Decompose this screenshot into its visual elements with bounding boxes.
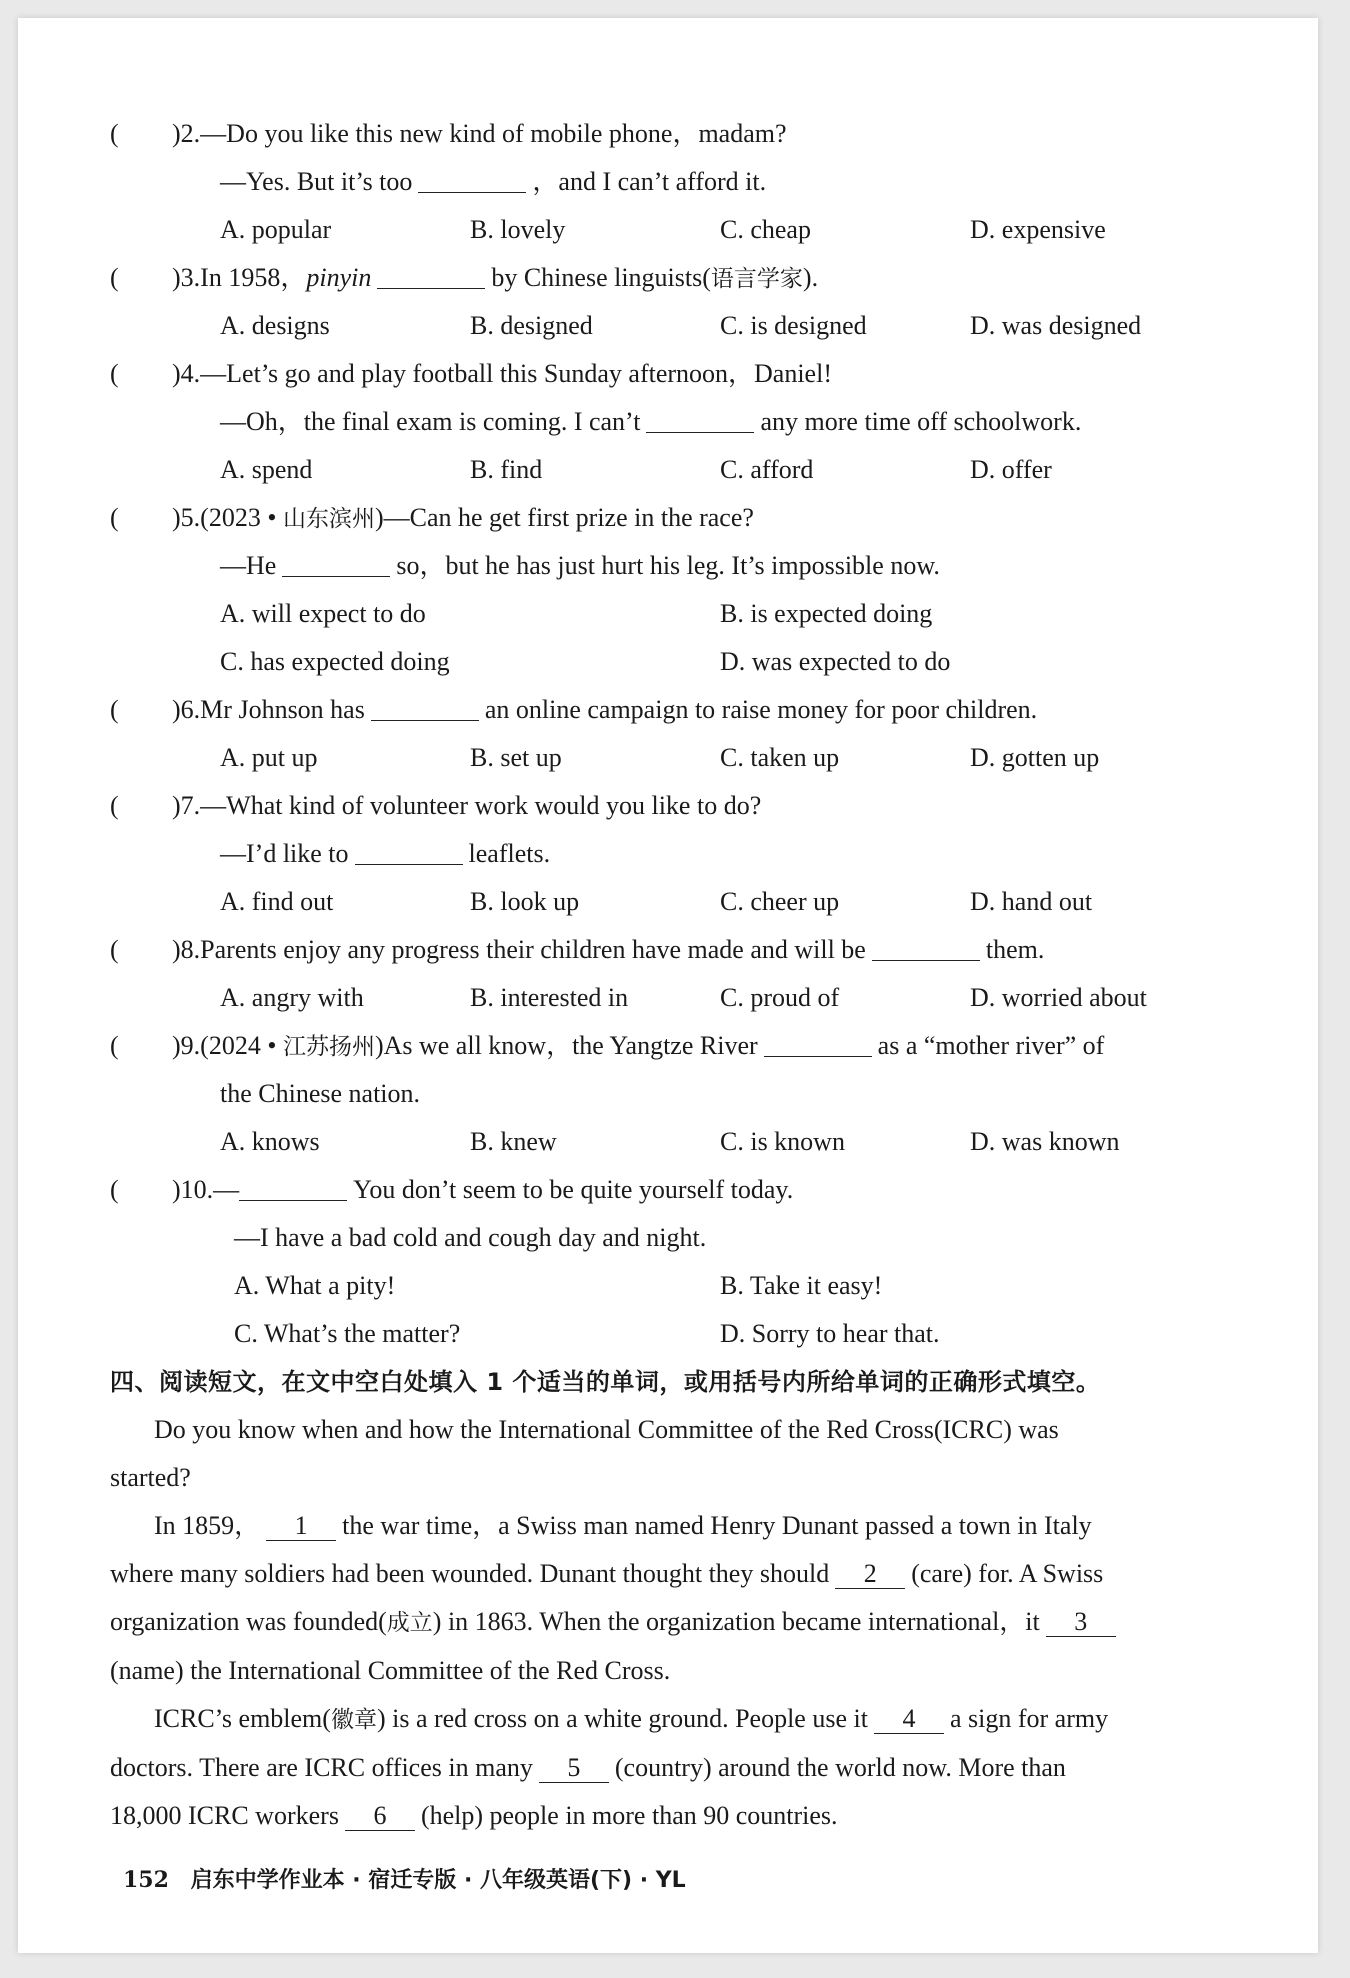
- answer-paren: (: [110, 119, 119, 148]
- answer-blank[interactable]: [377, 264, 485, 289]
- page-number: 152: [123, 1867, 169, 1893]
- question-text: )4.—Let’s go and play football this Sunday afternoon，Daniel!: [172, 359, 832, 388]
- question-text: )9.(2024 • 江苏扬州)As we all know，the Yangtze River as a “mother river” of: [172, 1031, 1105, 1060]
- options-row: [110, 734, 1270, 782]
- page-footer: [123, 1863, 686, 1894]
- options-row: [110, 1118, 1270, 1166]
- option-b[interactable]: B. interested in: [470, 983, 629, 1012]
- option-d[interactable]: D. gotten up: [970, 743, 1100, 772]
- option-b[interactable]: B. designed: [470, 311, 593, 340]
- option-a[interactable]: A. will expect to do: [220, 599, 426, 628]
- passage-paragraph-1: [110, 1406, 1270, 1502]
- option-c[interactable]: C. cheap: [720, 215, 811, 244]
- book-title: 启东中学作业本 · 宿迁专版 · 八年级英语(下) · YL: [190, 1868, 686, 1893]
- option-c[interactable]: C. afford: [720, 455, 814, 484]
- answer-blank[interactable]: [282, 552, 390, 577]
- question-2: [110, 110, 1270, 158]
- question-line: —I’d like to leaflets.: [220, 839, 551, 868]
- option-b[interactable]: B. set up: [470, 743, 562, 772]
- question-line: —He so，but he has just hurt his leg. It’s impossible now.: [220, 551, 940, 580]
- answer-blank[interactable]: [239, 1176, 347, 1201]
- option-c[interactable]: C. proud of: [720, 983, 840, 1012]
- answer-paren: (: [110, 791, 119, 820]
- answer-blank[interactable]: [646, 408, 754, 433]
- blank-6[interactable]: 6: [345, 1802, 415, 1831]
- question-line: —Oh，the final exam is coming. I can’t any more time off schoolwork.: [220, 407, 1082, 436]
- answer-paren: (: [110, 263, 119, 292]
- question-text: )7.—What kind of volunteer work would you like to do?: [172, 791, 762, 820]
- question-7: [110, 782, 1270, 830]
- option-b[interactable]: B. Take it easy!: [720, 1271, 883, 1300]
- question-text: )5.(2023 • 山东滨州)—Can he get first prize in the race?: [172, 503, 754, 532]
- options-row: [110, 974, 1270, 1022]
- option-a[interactable]: A. put up: [220, 743, 318, 772]
- option-b[interactable]: B. look up: [470, 887, 580, 916]
- options-row: [110, 878, 1270, 926]
- option-a[interactable]: A. What a pity!: [234, 1271, 396, 1300]
- question-8: [110, 926, 1270, 974]
- options-row: [110, 638, 1270, 686]
- answer-blank[interactable]: [371, 696, 479, 721]
- source-tag: 江苏扬州: [282, 1034, 375, 1060]
- option-d[interactable]: D. was expected to do: [720, 647, 951, 676]
- answer-blank[interactable]: [355, 840, 463, 865]
- passage-line: Do you know when and how the International Committee of the Red Cross(ICRC) was: [154, 1415, 1059, 1444]
- passage-paragraph-2: [110, 1502, 1270, 1695]
- option-c[interactable]: C. taken up: [720, 743, 840, 772]
- passage-line: 18,000 ICRC workers 6 (help) people in more than 90 countries.: [110, 1801, 838, 1830]
- passage-paragraph-3: [110, 1695, 1270, 1840]
- question-text: )10.— You don’t seem to be quite yourself today.: [172, 1175, 794, 1204]
- options-row: [110, 206, 1270, 254]
- blank-3[interactable]: 3: [1046, 1608, 1116, 1637]
- options-row: [110, 590, 1270, 638]
- option-b[interactable]: B. lovely: [470, 215, 566, 244]
- option-a[interactable]: A. angry with: [220, 983, 364, 1012]
- answer-paren: (: [110, 1175, 119, 1204]
- answer-blank[interactable]: [872, 936, 980, 961]
- question-9: [110, 1022, 1270, 1070]
- options-row: [110, 446, 1270, 494]
- question-number: )2.—Do you like this new kind of mobile phone，madam?: [172, 119, 787, 148]
- option-d[interactable]: D. was known: [970, 1127, 1120, 1156]
- option-a[interactable]: A. find out: [220, 887, 334, 916]
- option-d[interactable]: D. expensive: [970, 215, 1106, 244]
- option-c[interactable]: C. cheer up: [720, 887, 840, 916]
- option-d[interactable]: D. was designed: [970, 311, 1142, 340]
- answer-paren: (: [110, 1031, 119, 1060]
- question-6: [110, 686, 1270, 734]
- question-text: )8.Parents enjoy any progress their children have made and will be them.: [172, 935, 1045, 964]
- option-b[interactable]: B. knew: [470, 1127, 557, 1156]
- passage-line: (name) the International Committee of the Red Cross.: [110, 1656, 671, 1685]
- passage-line: started?: [110, 1463, 191, 1492]
- option-d[interactable]: D. offer: [970, 455, 1052, 484]
- question-4: [110, 350, 1270, 398]
- question-line: —Yes. But it’s too ，and I can’t afford it.: [220, 167, 767, 196]
- options-row: [110, 302, 1270, 350]
- answer-paren: (: [110, 695, 119, 724]
- question-text: )6.Mr Johnson has an online campaign to raise money for poor children.: [172, 695, 1038, 724]
- passage-line: ICRC’s emblem(徽章) is a red cross on a white ground. People use it 4 a sign for army: [154, 1704, 1109, 1733]
- option-c[interactable]: C. has expected doing: [220, 647, 450, 676]
- answer-paren: (: [110, 503, 119, 532]
- passage-line: where many soldiers had been wounded. Dunant thought they should 2 (care) for. A Swiss: [110, 1559, 1104, 1588]
- question-list: [110, 110, 1270, 1840]
- option-a[interactable]: A. spend: [220, 455, 313, 484]
- option-c[interactable]: C. is designed: [720, 311, 867, 340]
- option-d[interactable]: D. worried about: [970, 983, 1147, 1012]
- passage-line: In 1859， 1 the war time，a Swiss man named Henry Dunant passed a town in Italy: [154, 1511, 1092, 1540]
- blank-5[interactable]: 5: [539, 1754, 609, 1783]
- option-d[interactable]: D. Sorry to hear that.: [720, 1319, 940, 1348]
- section-title: 四、阅读短文，在文中空白处填入 1 个适当的单词，或用括号内所给单词的正确形式填空。: [110, 1368, 1101, 1396]
- option-c[interactable]: C. What’s the matter?: [234, 1319, 461, 1348]
- answer-blank[interactable]: [764, 1032, 872, 1057]
- blank-1[interactable]: 1: [266, 1512, 336, 1541]
- blank-4[interactable]: 4: [874, 1705, 944, 1734]
- option-a[interactable]: A. knows: [220, 1127, 320, 1156]
- answer-paren: (: [110, 359, 119, 388]
- question-text: )3.In 1958，pinyin by Chinese linguists(语言学家).: [172, 263, 819, 292]
- blank-2[interactable]: 2: [835, 1560, 905, 1589]
- question-10: [110, 1166, 1270, 1214]
- option-b[interactable]: B. is expected doing: [720, 599, 933, 628]
- passage-line: organization was founded(成立) in 1863. When the organization became international，it 3: [110, 1598, 1270, 1647]
- question-3: [110, 254, 1270, 302]
- option-c[interactable]: C. is known: [720, 1127, 845, 1156]
- option-d[interactable]: D. hand out: [970, 887, 1093, 916]
- options-row: [110, 1262, 1270, 1310]
- question-line: the Chinese nation.: [220, 1079, 421, 1108]
- option-b[interactable]: B. find: [470, 455, 543, 484]
- answer-blank[interactable]: [418, 168, 526, 193]
- option-a[interactable]: A. popular: [220, 215, 332, 244]
- answer-paren: (: [110, 935, 119, 964]
- source-tag: 山东滨州: [282, 506, 375, 532]
- worksheet-page: [18, 18, 1318, 1953]
- question-5: [110, 494, 1270, 542]
- question-line: —I have a bad cold and cough day and night.: [234, 1223, 707, 1252]
- option-a[interactable]: A. designs: [220, 311, 330, 340]
- passage-line: doctors. There are ICRC offices in many 5 (country) around the world now. More than: [110, 1753, 1066, 1782]
- options-row: [110, 1310, 1270, 1358]
